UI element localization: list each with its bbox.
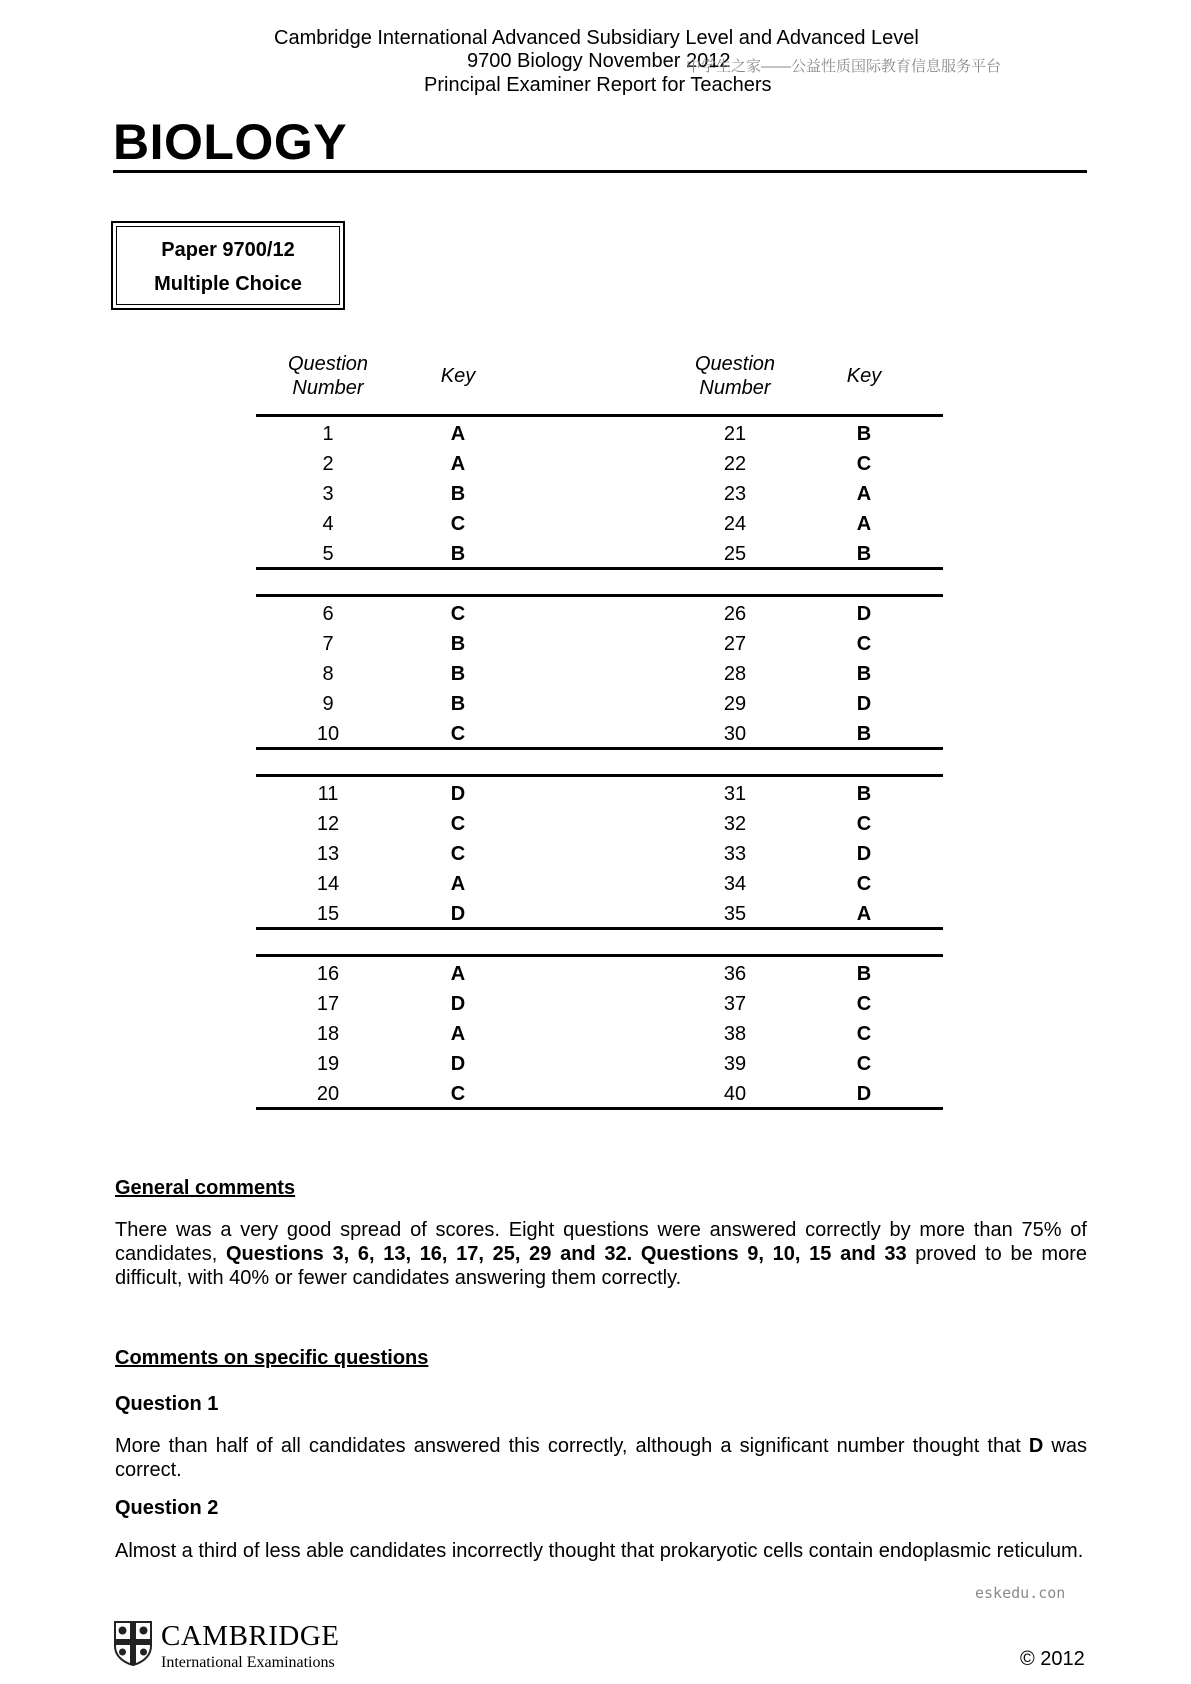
question-number-cell: 17 — [316, 993, 340, 1015]
key-cell: D — [450, 903, 466, 925]
key-cell: C — [450, 813, 466, 835]
q1-text-end: was correct. — [115, 1435, 1087, 1481]
question-number-cell: 12 — [316, 813, 340, 835]
question-number-cell: 10 — [316, 723, 340, 745]
question-number-cell: 2 — [322, 453, 334, 475]
question-number-cell: 31 — [723, 783, 747, 805]
key-cell: B — [856, 423, 872, 445]
key-cell: A — [856, 903, 872, 925]
question-number-cell: 11 — [317, 783, 339, 805]
general-easy-questions: Questions 3, 6, 13, 16, 17, 25, 29 and 32. — [225, 1243, 633, 1265]
question-number-cell: 38 — [723, 1023, 747, 1045]
key-cell: B — [856, 543, 872, 565]
logo-name: CAMBRIDGE — [161, 1620, 340, 1652]
key-cell: B — [450, 543, 466, 565]
general-text-start: There was a very good spread of scores. Eight questions were answered correctly by more than 75% of candidates, — [115, 1219, 1087, 1265]
footer-site-text: eskedu.con — [975, 1584, 1066, 1602]
key-cell: D — [450, 993, 466, 1015]
key-cell: B — [450, 483, 466, 505]
general-hard-questions: Questions 9, 10, 15 and 33 — [640, 1243, 907, 1265]
col-header-question-number-right — [680, 352, 790, 400]
key-cell: D — [450, 783, 466, 805]
question-number-cell: 39 — [723, 1053, 747, 1075]
key-cell: C — [856, 813, 872, 835]
question-number-cell: 1 — [322, 423, 334, 445]
question-number-cell: 27 — [723, 633, 747, 655]
watermark-text: 中学生之家——公益性质国际教育信息服务平台 — [686, 58, 1002, 75]
col-header-number: Number — [292, 377, 364, 399]
question-number-cell: 18 — [316, 1023, 340, 1045]
col-header-question-number-left — [273, 352, 383, 400]
question-number-cell: 21 — [723, 423, 747, 445]
key-cell: A — [450, 963, 466, 985]
key-cell: A — [450, 423, 466, 445]
question-number-cell: 7 — [322, 633, 334, 655]
answer-key-group — [256, 414, 943, 570]
key-cell: C — [450, 603, 466, 625]
key-cell: A — [450, 453, 466, 475]
subject-rule — [113, 170, 1087, 173]
key-cell: C — [856, 1023, 872, 1045]
question-number-cell: 5 — [322, 543, 334, 565]
key-cell: D — [856, 693, 872, 715]
paper-type: Multiple Choice — [154, 273, 302, 295]
key-cell: C — [856, 633, 872, 655]
answer-key-group — [256, 594, 943, 750]
key-cell: A — [856, 513, 872, 535]
col-header-question: Question — [287, 353, 369, 375]
key-cell: D — [856, 843, 872, 865]
question-number-cell: 13 — [316, 843, 340, 865]
question-number-cell: 19 — [316, 1053, 340, 1075]
col-header-key-left: Key — [440, 365, 476, 387]
general-text-end: proved to be more difficult, with 40% or fewer candidates answering them correctly. — [115, 1243, 1087, 1289]
paper-code: Paper 9700/12 — [161, 239, 295, 261]
general-comments-heading: General comments — [115, 1177, 296, 1199]
question-number-cell: 3 — [322, 483, 334, 505]
question-number-cell: 37 — [723, 993, 747, 1015]
question-1-comment — [115, 1434, 1087, 1482]
question-number-cell: 36 — [723, 963, 747, 985]
col-header-key-right: Key — [846, 365, 882, 387]
question-number-cell: 32 — [723, 813, 747, 835]
paper-box — [111, 221, 345, 310]
key-cell: C — [856, 993, 872, 1015]
question-number-cell: 25 — [723, 543, 747, 565]
key-cell: B — [856, 783, 872, 805]
key-cell: B — [856, 663, 872, 685]
q1-answer-letter: D — [1028, 1435, 1044, 1457]
question-number-cell: 28 — [723, 663, 747, 685]
answer-key-group — [256, 774, 943, 930]
question-number-cell: 24 — [723, 513, 747, 535]
specific-comments-heading: Comments on specific questions — [115, 1347, 429, 1369]
question-number-cell: 20 — [316, 1083, 340, 1105]
question-number-cell: 35 — [723, 903, 747, 925]
col-header-question: Question — [694, 353, 776, 375]
key-cell: B — [450, 633, 466, 655]
question-number-cell: 33 — [723, 843, 747, 865]
key-cell: C — [450, 843, 466, 865]
question-number-cell: 34 — [723, 873, 747, 895]
question-number-cell: 4 — [322, 513, 334, 535]
question-number-cell: 29 — [723, 693, 747, 715]
logo-subtitle: International Examinations — [161, 1654, 335, 1671]
subject-title: BIOLOGY — [113, 114, 348, 170]
question-number-cell: 6 — [322, 603, 334, 625]
question-number-cell: 15 — [316, 903, 340, 925]
question-number-cell: 8 — [322, 663, 334, 685]
key-cell: A — [450, 1023, 466, 1045]
question-number-cell: 16 — [316, 963, 340, 985]
key-cell: C — [856, 873, 872, 895]
key-cell: D — [450, 1053, 466, 1075]
question-2-comment: Almost a third of less able candidates incorrectly thought that prokaryotic cells contain endoplasmic reticulum. — [115, 1540, 1084, 1562]
key-cell: B — [450, 693, 466, 715]
general-text-mid — [632, 1243, 641, 1265]
question-number-cell: 22 — [723, 453, 747, 475]
key-cell: B — [450, 663, 466, 685]
key-cell: C — [450, 1083, 466, 1105]
header-line-3: Principal Examiner Report for Teachers — [424, 74, 772, 96]
question-2-heading: Question 2 — [115, 1497, 219, 1519]
key-cell: C — [450, 723, 466, 745]
question-1-heading: Question 1 — [115, 1393, 219, 1415]
key-cell: C — [450, 513, 466, 535]
key-cell: C — [856, 453, 872, 475]
shield-icon — [113, 1620, 153, 1666]
key-cell: B — [856, 723, 872, 745]
header-line-1: Cambridge International Advanced Subsidiary Level and Advanced Level — [274, 27, 919, 49]
question-number-cell: 14 — [316, 873, 340, 895]
question-number-cell: 40 — [723, 1083, 747, 1105]
question-number-cell: 30 — [723, 723, 747, 745]
answer-key-group — [256, 954, 943, 1110]
question-number-cell: 26 — [723, 603, 747, 625]
question-number-cell: 23 — [723, 483, 747, 505]
q1-text-start: More than half of all candidates answered this correctly, although a significant number thought that — [115, 1435, 1029, 1457]
key-cell: A — [856, 483, 872, 505]
copyright-text: © 2012 — [1020, 1648, 1085, 1670]
cambridge-logo — [113, 1620, 340, 1671]
general-comments-paragraph — [115, 1218, 1087, 1290]
header-line-2: 9700 Biology November 2012 — [467, 50, 731, 72]
key-cell: C — [856, 1053, 872, 1075]
col-header-number: Number — [699, 377, 771, 399]
key-cell: A — [450, 873, 466, 895]
key-cell: B — [856, 963, 872, 985]
question-number-cell: 9 — [322, 693, 334, 715]
paper-box-inner — [116, 226, 340, 305]
key-cell: D — [856, 603, 872, 625]
key-cell: D — [856, 1083, 872, 1105]
